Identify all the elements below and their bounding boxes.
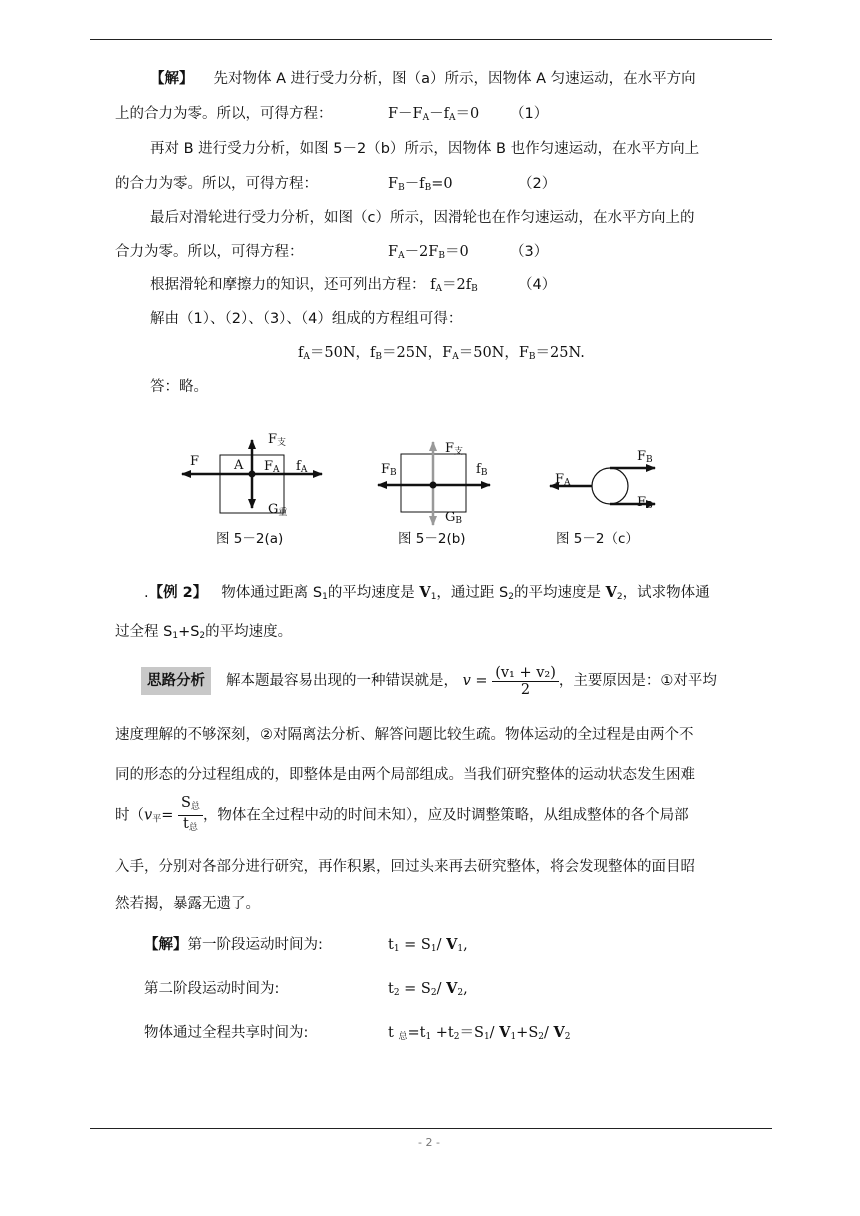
formula-average-velocity: $\frac{S_总}{t_总}$	[178, 795, 203, 836]
analysis-line3: 同的形态的分过程组成的，即整体是由两个局部组成。当我们研究整体的运动状态发生困难	[115, 767, 695, 783]
solution1-line5: 最后对滑轮进行受力分析，如图（c）所示，因滑轮也在作匀速运动，在水平方向上的	[150, 210, 695, 226]
equation-1: $F-F_A-f_A=0$	[388, 106, 480, 123]
equation-1-number: （1）	[510, 106, 549, 122]
label-b-fB: $f_B$	[476, 462, 488, 478]
label-a-A: A	[234, 458, 244, 473]
solution1-result: $f_A=50N$，$f_B=25N$，$F_A=50N$，$F_B=25N$.	[298, 345, 585, 362]
figure-a	[182, 440, 322, 513]
analysis-badge: 思路分析	[141, 667, 211, 695]
analysis-line2: 速度理解的不够深刻，②对隔离法分析、解答问题比较生疏。物体运动的全过程是由两个不	[115, 727, 694, 743]
solution1-line8: 解由（1）、（2）、（3）、（4）组成的方程组可得：	[150, 311, 463, 327]
caption-c: 图 5－2（c）	[556, 531, 639, 547]
solution2-row2-label: 第二阶段运动时间为:	[144, 981, 280, 997]
solution1-answer: 答：略。	[150, 379, 208, 395]
page-number: - 2 -	[418, 1136, 440, 1149]
label-a-FA: $F_A$	[264, 459, 280, 475]
solution1-line3: 再对 B 进行受力分析，如图 5－2（b）所示，因物体 B 也作匀速运动，在水平方向上	[150, 141, 700, 157]
solution1-line2: 上的合力为零。所以，可得方程：	[115, 106, 333, 122]
solution2-row1-label: 【解】第一阶段运动时间为:	[144, 937, 323, 953]
solution1-line6: 合力为零。所以，可得方程：	[115, 244, 304, 260]
solution2-row3-label: 物体通过全程共享时间为:	[144, 1025, 309, 1041]
example2-line2: 过全程 $S_1+S_2$的平均速度。	[115, 624, 293, 641]
label-b-FB: $F_B$	[381, 462, 397, 478]
label-a-G: $G_重$	[268, 502, 288, 518]
pulley	[610, 468, 628, 504]
solution2-row2-eq: $t_2 = S_2/$ $V_2$,	[388, 980, 468, 998]
label-a-support: $F_支$	[268, 432, 287, 448]
example2-line1: .【例 2】 物体通过距离 $S_1$的平均速度是 $V_1$，通过距 $S_2$的平均速度是 $V_2$，试求物体通	[144, 584, 710, 602]
label-b-support: $F_支$	[445, 441, 464, 457]
formula-wrong-average: $\frac{\text{(v₁ + v₂)}}{2}$	[492, 665, 559, 698]
label-a-F: F	[190, 454, 200, 469]
footer-rule	[90, 1128, 772, 1129]
caption-a: 图 5－2(a)	[216, 531, 284, 547]
equation-4: $f_A=2f_B$	[430, 277, 478, 294]
analysis-line6: 然若揭，暴露无遗了。	[115, 896, 260, 912]
solution1-line4: 的合力为零。所以，可得方程：	[115, 176, 318, 192]
analysis-line1: 解本题最容易出现的一种错误就是， v = $\frac{\text{(v₁ + v₂)}}{2}$ ，主要原因是：①对平均	[226, 664, 717, 698]
solution2-row1-eq: $t_1 = S_1/$ $V_1$,	[388, 936, 468, 954]
label-c-FA: $F_A$	[555, 472, 571, 488]
equation-2-number: （2）	[518, 176, 557, 192]
solution1-line1: 【解】 先对物体 A 进行受力分析，图（a）所示，因物体 A 匀速运动，在水平方向	[150, 71, 696, 87]
equation-3-number: （3）	[510, 244, 549, 260]
label-a-fA: $f_A$	[296, 459, 308, 475]
header-rule	[90, 39, 772, 40]
analysis-line5: 入手，分别对各部分进行研究，再作积累，回过头来再去研究整体，将会发现整体的面目昭	[115, 859, 695, 875]
equation-2: $F_B-f_B=0$	[388, 176, 453, 193]
equation-3: $F_A-2F_B=0$	[388, 244, 469, 261]
label-c-FB-top: $F_B$	[637, 449, 653, 465]
analysis-line4: 时（$v_平=$ $\frac{S_总}{t_总}$ ，物体在全过程中动的时间未知），应及时调整策略，从组成整体的各个局部	[115, 795, 689, 840]
label-b-GB: $G_B$	[445, 510, 463, 526]
label-c-FB-bottom: $F_B$	[637, 495, 653, 511]
caption-b: 图 5－2(b)	[398, 531, 466, 547]
equation-4-number: （4）	[518, 277, 557, 293]
solution1-line7: 根据滑轮和摩擦力的知识，还可列出方程： $f_A=2f_B$	[150, 277, 478, 294]
figure-b	[378, 442, 490, 525]
solution2-row3-eq: t $_总=t_1 +t_2=S_1/$ $V_1+S_2/$ $V_2$	[388, 1024, 571, 1042]
